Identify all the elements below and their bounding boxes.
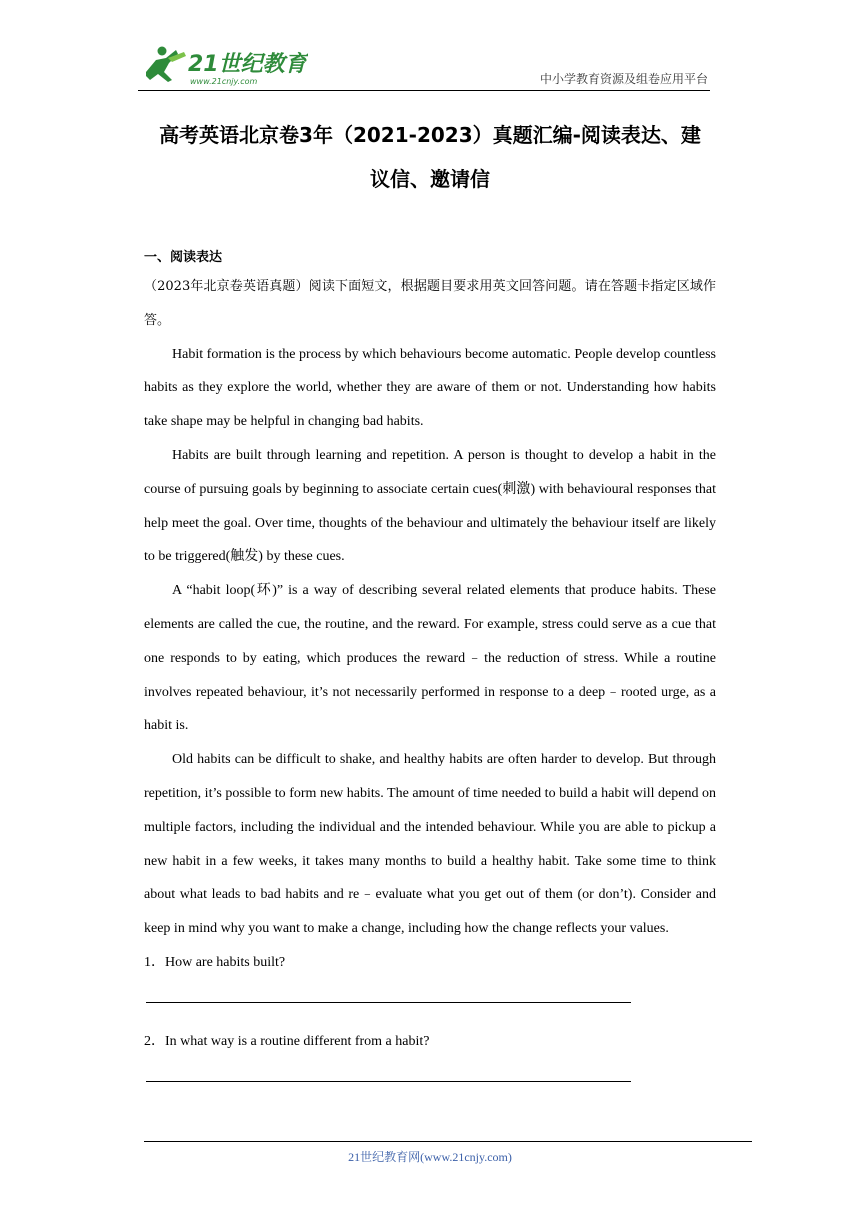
- site-logo: [138, 42, 308, 88]
- page-title: [130, 113, 730, 201]
- footer-divider: [144, 1141, 752, 1142]
- svg-text:www.21cnjy.com: www.21cnjy.com: [190, 77, 258, 86]
- title-line-1: 高考英语北京卷3年（2021-2023）真题汇编-阅读表达、建: [159, 123, 701, 147]
- page-header: [138, 40, 710, 91]
- section-heading: 一、阅读表达: [144, 250, 223, 265]
- footer-text[interactable]: 21世纪教育网(www.21cnjy.com): [348, 1150, 512, 1164]
- paragraph: A “habit loop(环)” is a way of describing several related elements that produce habits. These elements are called the cue, the routine, and the reward. For example, stress could serve as a cue that one responds to by eating, which produces the reward﹣the reduction of stress. While a routine involves repeated behaviour, it’s not necessarily performed in response to a deep﹣rooted urge, as a habit is.: [144, 583, 716, 734]
- question-2: 2．In what way is a routine different from a habit?: [144, 1033, 430, 1049]
- platform-name: 中小学教育资源及组卷应用平台: [539, 72, 708, 86]
- paragraph: Habits are built through learning and repetition. A person is thought to develop a habit in the course of pursuing goals by beginning to associate certain cues(刺激) with behavioural responses that help meet the goal. Over time, thoughts of the behaviour and ultimately the behaviour itself are likely to be triggered(触发) by these cues.: [144, 447, 716, 565]
- title-line-2: 议信、邀请信: [370, 167, 490, 191]
- paragraph: Habit formation is the process by which behaviours become automatic. People develop countless habits as they explore the world, whether they are aware of them or not. Understanding how habits take shape may be helpful in changing bad habits.: [144, 346, 716, 430]
- paragraph: Old habits can be difficult to shake, and healthy habits are often harder to develop. But through repetition, it’s possible to form new habits. The amount of time needed to build a habit will depend on multiple factors, including the individual and the intended behaviour. While you are able to pickup a new habit in a few weeks, it takes many months to build a healthy habit. Take some time to think about what leads to bad habits and re﹣evaluate what you get out of them (or don’t). Consider and keep in mind why you want to make a change, including how the change reflects your values.: [144, 752, 716, 937]
- reading-section: [144, 270, 716, 1104]
- instruction-text: （2023年北京卷英语真题）阅读下面短文，根据题目要求用英文回答问题。请在答题卡指定区域作答。: [144, 279, 716, 328]
- svg-text:21世纪教育: 21世纪教育: [188, 52, 307, 77]
- answer-line-2[interactable]: [146, 1081, 631, 1082]
- question-1: 1．How are habits built?: [144, 954, 286, 970]
- answer-line-1[interactable]: [146, 1002, 631, 1003]
